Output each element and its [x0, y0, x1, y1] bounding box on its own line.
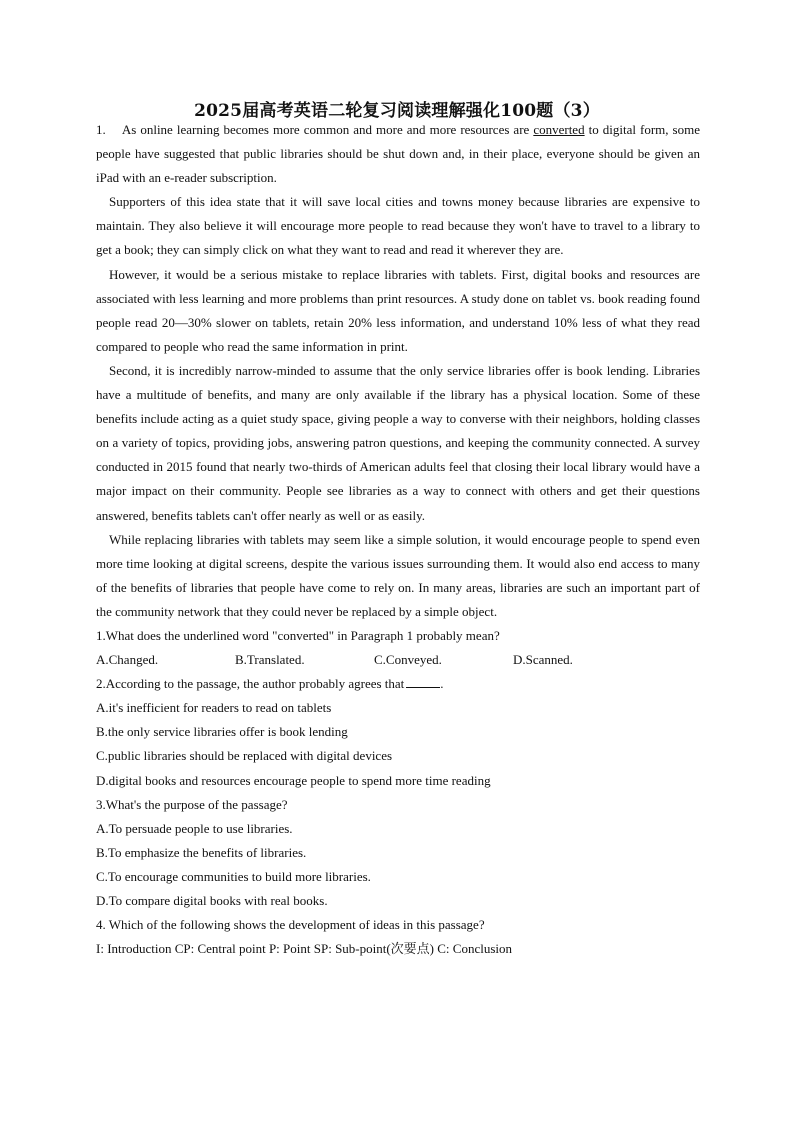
question-4-legend: I: Introduction CP: Central point P: Point SP: Sub-point(次要点) C: Conclusion — [96, 941, 513, 957]
question-2-option-d: D.digital books and resources encourage people to spend more time reading — [96, 772, 491, 788]
question-3: 3.What's the purpose of the passage? — [96, 796, 288, 812]
document-body — [96, 118, 700, 961]
question-1-option-a: A.Changed. — [96, 652, 159, 668]
passage-paragraph-2: Supporters of this idea state that it will save local cities and towns money because libraries are expensive to maintain. They also believe it will encourage more people to read because they won't have to travel to a library to get a book; they can simply click on what they want to read and read it wherever they are. — [96, 194, 700, 258]
passage-paragraph-4: Second, it is incredibly narrow-minded to assume that the only service libraries offer is book lending. Libraries have a multitude of benefits, and many are only available if the library has a physical location. Some of these benefits include acting as a quiet study space, giving people a way to converse with their neighbors, holding classes on a variety of topics, providing jobs, answering patron questions, and keeping the community connected. A survey conducted in 2015 found that nearly two-thirds of American adults feel that closing their local library would have a major impact on their community. People see libraries as a way to connect with others and get their questions answered, benefits tablets can't offer nearly as well or as easily. — [96, 362, 700, 523]
question-3-option-d: D.To compare digital books with real books. — [96, 893, 328, 908]
passage-paragraph-1 — [96, 118, 700, 190]
question-1-option-b: B.Translated. — [235, 652, 305, 668]
question-2-option-b: B.the only service libraries offer is book lending — [96, 724, 348, 740]
question-3-option-c: C.To encourage communities to build more libraries. — [96, 868, 371, 884]
question-1: 1.What does the underlined word "converted" in Paragraph 1 probably mean? — [96, 627, 500, 643]
answer-blank — [406, 675, 440, 688]
paragraph-1-text-end: to digital form, some people have suggested that public libraries should be shut down and, in their place, everyone should be given an iPad with an e-reader subscription. — [96, 122, 700, 186]
question-1-option-d: D.Scanned. — [513, 652, 573, 668]
question-1-options — [96, 648, 700, 672]
question-2 — [96, 672, 700, 696]
passage-number: 1. — [96, 122, 106, 137]
question-2-end: . — [440, 676, 444, 692]
passage-paragraph-3: However, it would be a serious mistake to replace libraries with tablets. First, digital books and resources are associated with less learning and more problems than print resources. A study done on tablet vs. book reading found people read 20—30% slower on tablets, retain 20% less information, and understand 10% less of what they read compared to people who read the same information in print. — [96, 266, 700, 354]
underlined-word: converted — [533, 122, 585, 137]
question-3-option-a: A.To persuade people to use libraries. — [96, 820, 293, 836]
question-1-option-c: C.Conveyed. — [374, 652, 442, 668]
question-2-stem: 2.According to the passage, the author probably agrees that — [96, 676, 405, 692]
page-title: 2025届高考英语二轮复习阅读理解强化100题（3） — [194, 101, 600, 121]
question-2-option-a: A.it's inefficient for readers to read on tablets — [96, 700, 332, 716]
passage-paragraph-5: While replacing libraries with tablets may seem like a simple solution, it would encourage people to spend even more time looking at digital screens, despite the various issues surrounding them. It would also end access to many of the benefits of libraries that people have come to rely on. In many areas, libraries are such an important part of the community network that they could never be replaced by a simple object. — [96, 531, 700, 619]
question-4: 4. Which of the following shows the development of ideas in this passage? — [96, 917, 485, 933]
paragraph-1-text-start: As online learning becomes more common and more and more resources are — [121, 122, 534, 137]
question-2-option-c: C.public libraries should be replaced with digital devices — [96, 748, 393, 764]
question-3-option-b: B.To emphasize the benefits of libraries. — [96, 844, 307, 860]
